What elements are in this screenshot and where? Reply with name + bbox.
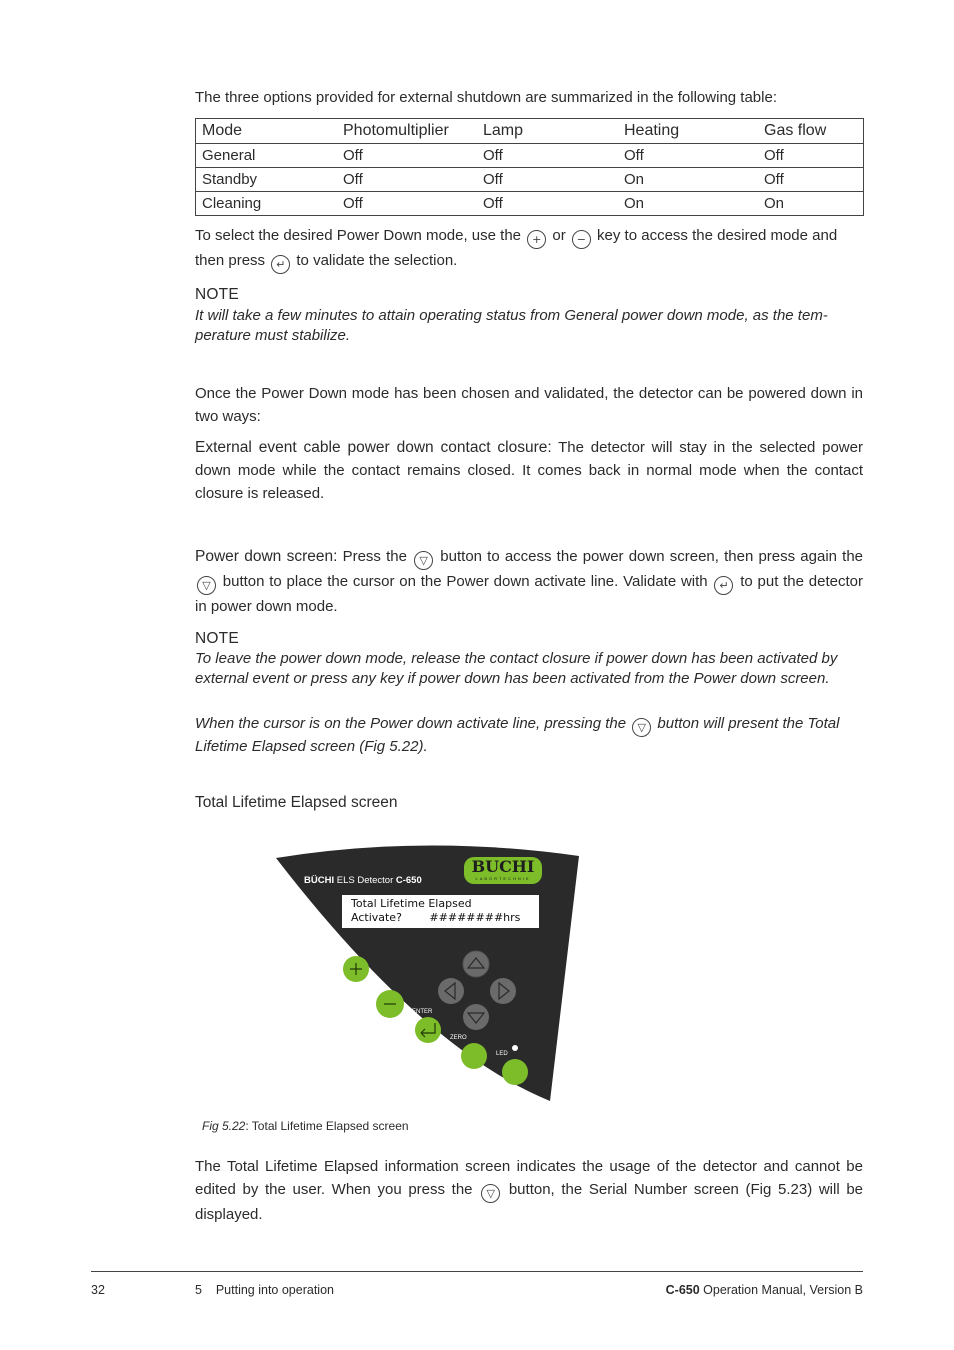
table-row [196,168,864,192]
table-cell: Off [477,192,618,216]
led-indicator [512,1045,518,1051]
note-heading: NOTE [195,286,239,303]
text-span: button to place the cursor on the Power down activate line. Validate with [222,573,708,590]
table-row [196,144,864,168]
table-row [196,192,864,216]
logo-text: BUCHI [471,857,535,876]
caption-figure-number: Fig 5.22 [202,1119,246,1133]
external-event-text [195,436,863,505]
table-cell: Off [337,144,477,168]
shutdown-modes-table [195,118,864,216]
table-header: Mode [196,119,338,144]
intro-text: The three options provided for external shutdown are summarized in the following table: [195,89,777,106]
manual-label [666,1283,863,1297]
text-span: then press [195,252,266,269]
text-span: to put the detector in power down mode. [195,573,863,615]
section-title: Total Lifetime Elapsed screen [195,794,398,811]
table-header: Heating [618,119,758,144]
select-mode-text [195,224,863,274]
led-label: LED [496,1051,508,1057]
down-key-icon: ▽ [414,551,433,570]
buchi-logo [464,858,542,881]
table-cell: On [618,168,758,192]
external-event-lead: External event cable power down contact closure: [195,439,552,456]
enter-button-shape [415,1017,441,1043]
lcd-line1: Total Lifetime Elapsed [351,897,472,910]
enter-key-icon: ↵ [714,576,733,595]
text-span: When the cursor is on the Power down activate line, pressing the [195,715,627,732]
note-text-cursor [195,714,863,757]
figure-caption [202,1119,409,1133]
table-header: Gas flow [758,119,864,144]
text-span: or [552,227,566,244]
table-cell: On [618,192,758,216]
lcd-line2 [351,911,539,925]
table-cell: Off [618,144,758,168]
table-header-row [196,119,864,144]
table-header: Photomultiplier [337,119,477,144]
table-cell: General [196,144,338,168]
table-cell: Cleaning [196,192,338,216]
led-button-shape [502,1059,528,1085]
power-down-lead: Power down screen: [195,548,338,565]
lcd-hours-value: ########hrs [429,911,521,924]
table-cell: Off [477,144,618,168]
enter-key-icon: ↵ [271,255,290,274]
table-cell: Standby [196,168,338,192]
power-down-screen-text [195,545,863,618]
device-label [304,875,422,886]
left-button-shape [438,978,464,1004]
table-cell: Off [337,168,477,192]
note-text: To leave the power down mode, release the contact closure if power down has been activated by external event or press any key if power down has been activated from the Power down screen. [195,650,838,687]
logo-subtext: LABORTECHNIK [475,876,531,881]
footer-rule [91,1271,863,1272]
page-number: 32 [91,1283,105,1297]
enter-label: ENTER [412,1009,433,1015]
text-span: Press the [337,548,407,565]
table-cell: Off [337,192,477,216]
right-button-shape [490,978,516,1004]
text-span: button to access the power down screen, then press again the [440,548,864,565]
product-label: ELS Detector [336,875,394,886]
chapter-label: 5 Putting into operation [195,1283,334,1297]
power-down-intro-text: Once the Power Down mode has been chosen and validated, the detector can be powered down in two ways: [195,385,863,425]
zero-button-shape [461,1043,487,1069]
brand-label: BÜCHI [304,875,335,886]
model-label: C-650 [395,875,422,886]
text-span: The detector will stay in the selected power down mode while the contact remains closed. It comes back in normal mode when the contact closure is released. [195,439,863,502]
caption-text: : Total Lifetime Elapsed screen [245,1119,409,1133]
text-span: The Total Lifetime Elapsed information screen indicates the usage of the detector and cannot be edited by the user. When you press the [195,1158,863,1198]
table-cell: Off [758,144,864,168]
down-button-shape [463,1004,489,1030]
text-span: button will present the Total Lifetime Elapsed screen (Fig 5.22). [195,715,840,755]
down-key-icon: ▽ [481,1184,500,1203]
lcd-activate-label: Activate? [351,911,402,924]
zero-label: ZERO [450,1035,467,1041]
up-button-shape [463,951,489,977]
closing-text [195,1155,863,1226]
text-span: to validate the selection. [296,252,458,269]
text-span: button, the Serial Number screen (Fig 5.23) will be displayed. [195,1181,864,1223]
table-cell: Off [477,168,618,192]
table-header: Lamp [477,119,618,144]
minus-key-icon: − [572,230,591,249]
down-key-icon: ▽ [632,718,651,737]
table-cell: Off [758,168,864,192]
note-heading: NOTE [195,630,239,647]
table-cell: On [758,192,864,216]
lcd-screen [342,895,539,928]
device-panel-figure [274,840,580,1102]
down-key-icon: ▽ [197,576,216,595]
footer-model: C-650 [665,1283,700,1297]
text-span: To select the desired Power Down mode, use the [195,227,522,244]
note-text: It will take a few minutes to attain operating status from General power down mode, as the tem-perature must stabilize. [195,307,828,344]
footer-manual: Operation Manual, Version B [699,1283,863,1297]
text-span: key to access the desired mode and [597,227,838,244]
plus-key-icon: + [527,230,546,249]
